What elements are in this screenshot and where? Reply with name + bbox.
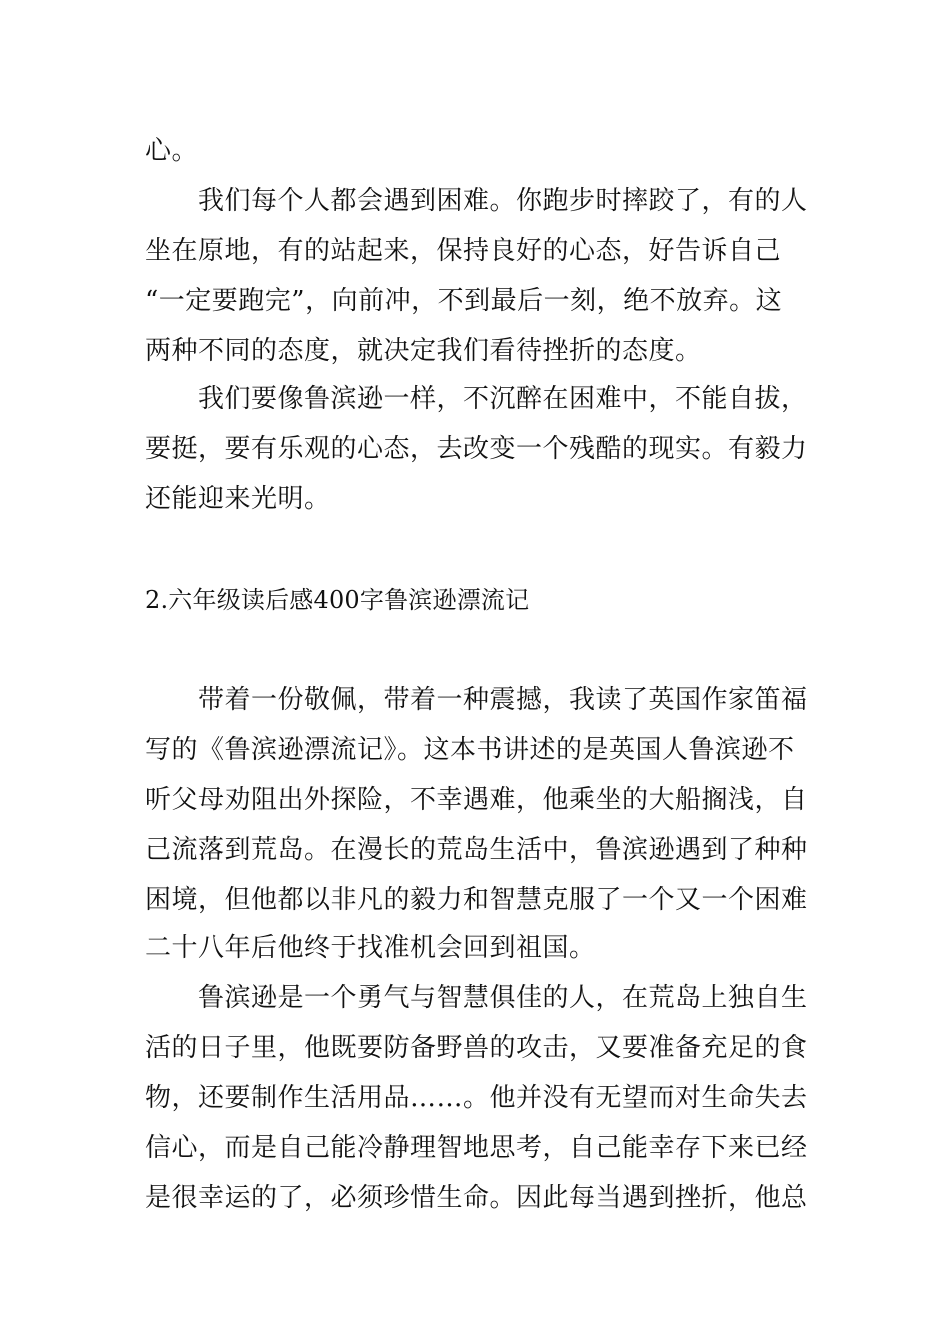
paragraph-line: “一定要跑完”，向前冲，不到最后一刻，绝不放弃。这 (145, 286, 783, 316)
paragraph-line: 两种不同的态度，就决定我们看待挫折的态度。 (145, 336, 702, 366)
section-heading: 2.六年级读后感400字鲁滨逊漂流记 (145, 586, 530, 614)
paragraph-line: 带着一份敬佩，带着一种震撼，我读了英国作家笛福 (145, 685, 808, 715)
paragraph-line: 心。 (145, 136, 199, 166)
paragraph-line: 活的日子里，他既要防备野兽的攻击，又要准备充足的食 (145, 1033, 808, 1063)
paragraph-line: 物，还要制作生活用品……。他并没有无望而对生命失去 (145, 1083, 808, 1113)
paragraph-line: 听父母劝阻出外探险，不幸遇难，他乘坐的大船搁浅，自 (145, 785, 808, 815)
paragraph-line: 是很幸运的了，必须珍惜生命。因此每当遇到挫折，他总 (145, 1183, 808, 1213)
paragraph-line: 己流落到荒岛。在漫长的荒岛生活中，鲁滨逊遇到了种种 (145, 835, 808, 865)
paragraph-line: 困境，但他都以非凡的毅力和智慧克服了一个又一个困难 (145, 885, 808, 915)
paragraph-line: 还能迎来光明。 (145, 484, 331, 514)
paragraph-line: 鲁滨逊是一个勇气与智慧俱佳的人，在荒岛上独自生 (145, 983, 808, 1013)
paragraph-line: 二十八年后他终于找准机会回到祖国。 (145, 933, 596, 963)
paragraph-line: 要挺，要有乐观的心态，去改变一个残酷的现实。有毅力 (145, 434, 808, 464)
paragraph-line: 我们每个人都会遇到困难。你跑步时摔跤了，有的人 (145, 186, 808, 216)
paragraph-line: 我们要像鲁滨逊一样，不沉醉在困难中，不能自拔， (145, 384, 808, 414)
paragraph-line: 坐在原地，有的站起来，保持良好的心态，好告诉自己 (145, 236, 782, 266)
paragraph-line: 写的《鲁滨逊漂流记》。这本书讲述的是英国人鲁滨逊不 (145, 735, 795, 765)
paragraph-line: 信心，而是自己能冷静理智地思考，自己能幸存下来已经 (145, 1133, 808, 1163)
